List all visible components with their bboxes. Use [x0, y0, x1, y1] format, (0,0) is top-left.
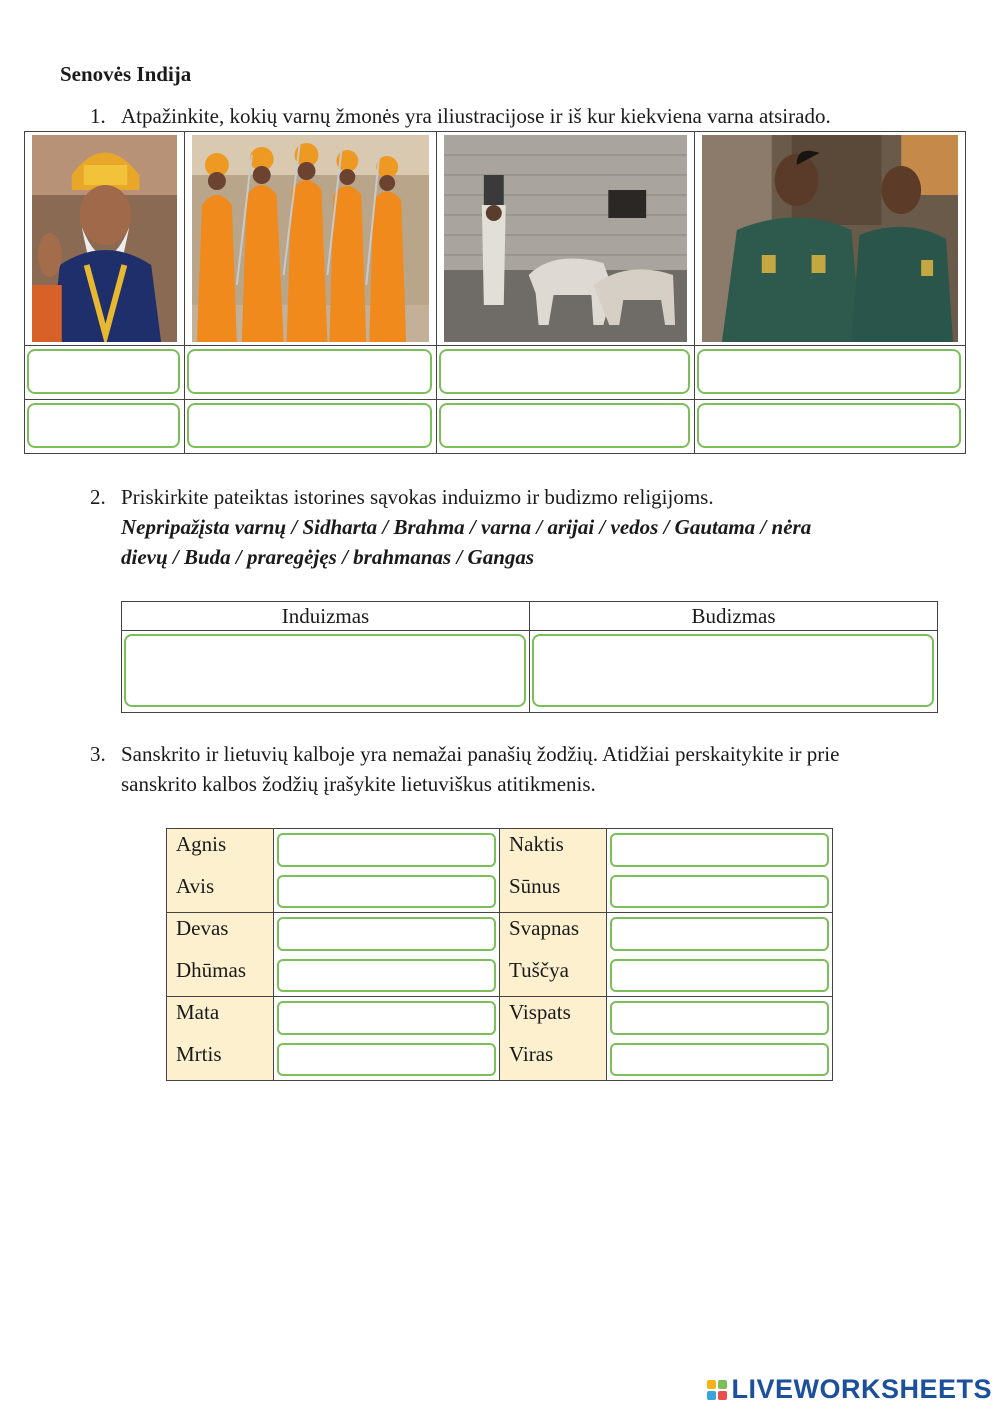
induizmas-answer-box[interactable]	[124, 634, 526, 707]
origin-answer-3b[interactable]	[439, 403, 690, 448]
translation-input-avis[interactable]	[277, 875, 496, 909]
sanskrit-word: Avis	[176, 873, 215, 898]
answer-cell-3b	[437, 400, 695, 454]
brahmin-sadhu-image	[32, 135, 177, 342]
varna-images-table	[24, 131, 966, 454]
translation-input-mrtis[interactable]	[277, 1043, 496, 1077]
column-header-budizmas: Budizmas	[530, 602, 938, 631]
translation-input-agnis[interactable]	[277, 833, 496, 867]
word-cell	[500, 997, 607, 1081]
column-header-induizmas: Induizmas	[122, 602, 530, 631]
answer-cell-4a	[695, 346, 966, 400]
image-cell-1	[25, 132, 185, 346]
religion-table	[121, 601, 938, 713]
sanskrit-word: Naktis	[509, 832, 564, 856]
sanskrit-word: Vispats	[509, 1000, 571, 1024]
question-2-text: Priskirkite pateiktas istorines sąvokas induizmo ir budizmo religijoms.	[121, 485, 714, 509]
translation-input-naktis[interactable]	[610, 833, 829, 867]
budizmas-cell	[530, 631, 938, 713]
varna-answer-2a[interactable]	[187, 349, 432, 394]
sanskrit-word: Mrtis	[176, 1041, 222, 1066]
question-2-terms-line1: Nepripažįsta varnų / Sidharta / Brahma / varna / arijai / vedos / Gautama / nėra	[121, 515, 812, 539]
question-1-number: 1.	[90, 104, 106, 128]
translation-input-sunus[interactable]	[610, 875, 829, 909]
question-2-number: 2.	[90, 485, 106, 509]
image-cell-4	[695, 132, 966, 346]
input-cell	[274, 997, 500, 1081]
dalit-women-image	[702, 135, 958, 342]
image-cell-3	[437, 132, 695, 346]
input-cell	[607, 913, 833, 997]
translation-input-mata[interactable]	[277, 1001, 496, 1035]
image-cell-2	[185, 132, 437, 346]
page-title: Senovės Indija	[60, 62, 192, 86]
question-2-terms-line2: dievų / Buda / praregėjęs / brahmanas / Gangas	[121, 545, 535, 569]
sanskrit-word: Dhūmas	[176, 957, 246, 982]
sanskrit-word: Viras	[509, 1041, 554, 1066]
answer-cell-1a	[25, 346, 185, 400]
translation-input-dhumas[interactable]	[277, 959, 496, 993]
translation-input-viras[interactable]	[610, 1043, 829, 1077]
input-cell	[607, 829, 833, 913]
sanskrit-word: Svapnas	[509, 916, 579, 940]
input-cell	[274, 829, 500, 913]
question-1	[90, 101, 990, 131]
answer-cell-3a	[437, 346, 695, 400]
sanskrit-word: Mata	[176, 1000, 220, 1024]
liveworksheets-logo[interactable]	[707, 1374, 992, 1405]
answer-cell-4b	[695, 400, 966, 454]
word-cell	[167, 997, 274, 1081]
question-3	[90, 739, 990, 799]
word-cell	[167, 913, 274, 997]
shudra-man-with-cows-image	[444, 135, 687, 342]
input-cell	[274, 913, 500, 997]
liveworksheets-logo-icon	[707, 1380, 727, 1400]
varna-answer-1a[interactable]	[27, 349, 180, 394]
brand-name: LIVEWORKSHEETS	[731, 1374, 992, 1404]
budizmas-answer-box[interactable]	[532, 634, 934, 707]
induizmas-cell	[122, 631, 530, 713]
translation-input-vispats[interactable]	[610, 1001, 829, 1035]
sanskrit-word: Agnis	[176, 832, 227, 856]
question-3-number: 3.	[90, 742, 106, 766]
sanskrit-word: Devas	[176, 916, 229, 940]
origin-answer-2b[interactable]	[187, 403, 432, 448]
answer-cell-2a	[185, 346, 437, 400]
question-3-text-line1: Sanskrito ir lietuvių kalboje yra nemažai panašių žodžių. Atidžiai perskaitykite ir prie	[121, 742, 840, 766]
varna-answer-3a[interactable]	[439, 349, 690, 394]
sanskrit-words-table	[166, 828, 833, 1081]
question-2	[90, 482, 990, 577]
translation-input-devas[interactable]	[277, 917, 496, 951]
word-cell	[500, 913, 607, 997]
origin-answer-1b[interactable]	[27, 403, 180, 448]
origin-answer-4b[interactable]	[697, 403, 961, 448]
word-cell	[167, 829, 274, 913]
word-cell	[500, 829, 607, 913]
sanskrit-word: Sūnus	[509, 873, 561, 898]
input-cell	[607, 997, 833, 1081]
translation-input-tuscya[interactable]	[610, 959, 829, 993]
sanskrit-word: Tuščya	[509, 957, 569, 982]
translation-input-svapnas[interactable]	[610, 917, 829, 951]
varna-answer-4a[interactable]	[697, 349, 961, 394]
question-3-text-line2: sanskrito kalbos žodžių įrašykite lietuviškus atitikmenis.	[121, 772, 596, 796]
question-1-text: Atpažinkite, kokių varnų žmonės yra iliustracijose ir iš kur kiekviena varna atsirado.	[121, 104, 831, 128]
answer-cell-2b	[185, 400, 437, 454]
answer-cell-1b	[25, 400, 185, 454]
kshatriya-warriors-image	[192, 135, 429, 342]
